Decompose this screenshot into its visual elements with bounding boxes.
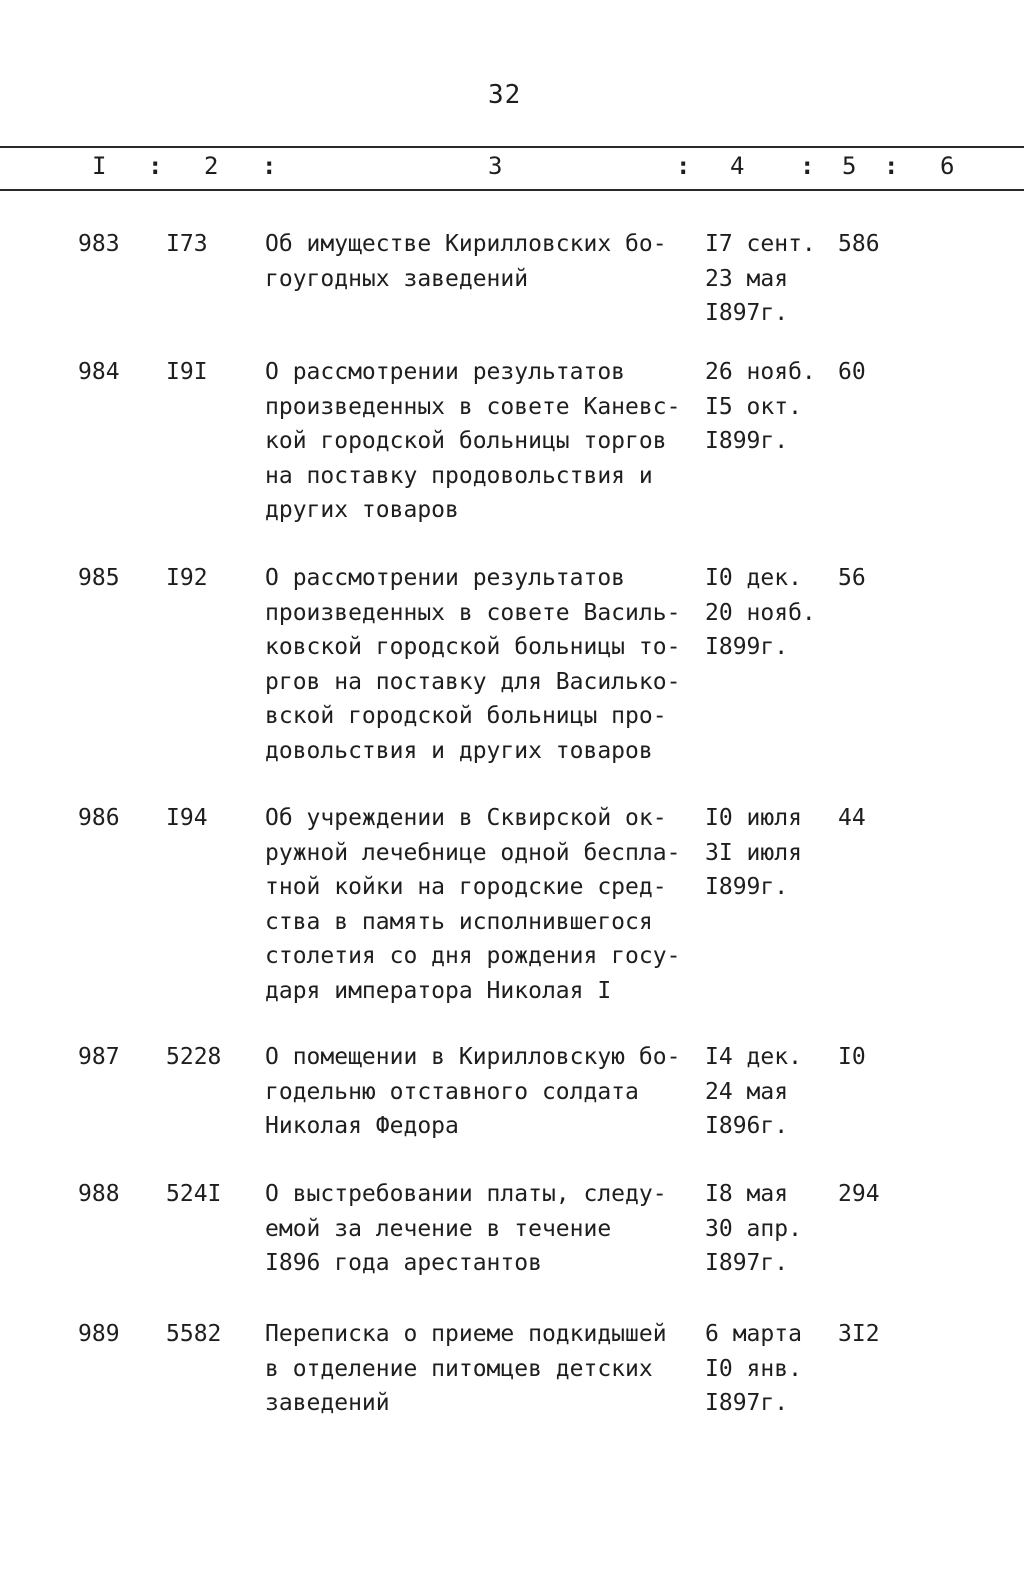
header-col-3: 3 bbox=[488, 152, 503, 180]
date-line: I0 июля bbox=[705, 805, 802, 831]
entry-code: I92 bbox=[166, 565, 208, 591]
entry-title bbox=[265, 1177, 705, 1281]
date-line: 26 нояб. bbox=[705, 359, 816, 385]
title-line: ковской городской больницы то- bbox=[265, 634, 681, 660]
title-line: Об учреждении в Сквирской ок- bbox=[265, 805, 667, 831]
date-line: 23 мая bbox=[705, 265, 789, 292]
entry-sheets: 586 bbox=[838, 231, 880, 257]
entry-code: I9I bbox=[166, 359, 208, 385]
date-line: I5 окт. bbox=[705, 393, 802, 420]
date-line: I897г. bbox=[705, 300, 789, 326]
entry-number: 989 bbox=[78, 1321, 120, 1347]
entry-number: 988 bbox=[78, 1181, 120, 1207]
title-line: даря императора Николая I bbox=[265, 977, 612, 1004]
title-line: вской городской больницы про- bbox=[265, 703, 667, 729]
entry-code: 5228 bbox=[166, 1044, 222, 1070]
date-line: I899г. bbox=[705, 874, 789, 900]
entry-code: I73 bbox=[166, 231, 208, 257]
page-number: 32 bbox=[488, 80, 522, 110]
date-line: I4 дек. bbox=[705, 1044, 802, 1070]
date-line: I899г. bbox=[705, 634, 789, 660]
header-col-6: 6 bbox=[940, 152, 955, 180]
entry-dates bbox=[705, 1177, 825, 1281]
entry-dates bbox=[705, 801, 825, 905]
title-line: гоугодных заведений bbox=[265, 265, 529, 292]
entry-code: I94 bbox=[166, 805, 208, 831]
title-line: произведенных в совете Василь- bbox=[265, 599, 681, 626]
title-line: тной койки на городские сред- bbox=[265, 874, 667, 900]
entry-number: 986 bbox=[78, 805, 120, 831]
title-line: годельню отставного солдата bbox=[265, 1078, 639, 1105]
title-line: Николая Федорa bbox=[265, 1113, 459, 1139]
title-line: О выстребовании платы, следу- bbox=[265, 1181, 667, 1207]
table-header bbox=[0, 150, 1024, 186]
entry-title bbox=[265, 227, 705, 296]
title-line: на поставку продовольствия и bbox=[265, 462, 653, 489]
header-separator: : bbox=[262, 152, 277, 180]
entry-sheets: 3I2 bbox=[838, 1321, 880, 1347]
date-line: I897г. bbox=[705, 1390, 789, 1416]
title-line: Об имуществе Кирилловских бо- bbox=[265, 231, 667, 257]
title-line: кой городской больницы торгов bbox=[265, 428, 667, 454]
title-line: ргов на поставку для Василько- bbox=[265, 668, 681, 695]
header-separator: : bbox=[800, 152, 815, 180]
date-line: 20 нояб. bbox=[705, 599, 816, 626]
date-line: I0 дек. bbox=[705, 565, 802, 591]
header-col-5: 5 bbox=[842, 152, 857, 180]
entry-code: 524I bbox=[166, 1181, 222, 1207]
date-line: I897г. bbox=[705, 1250, 789, 1276]
date-line: I899г. bbox=[705, 428, 789, 454]
title-line: произведенных в совете Каневс- bbox=[265, 393, 681, 420]
entry-dates bbox=[705, 561, 825, 665]
date-line: I7 сент. bbox=[705, 231, 816, 257]
header-separator: : bbox=[676, 152, 691, 180]
header-col-2: 2 bbox=[204, 152, 219, 180]
entry-title bbox=[265, 801, 705, 1008]
entry-code: 5582 bbox=[166, 1321, 222, 1347]
title-line: ства в память исполнившегося bbox=[265, 908, 653, 935]
entry-title bbox=[265, 1040, 705, 1144]
date-line: 24 мая bbox=[705, 1078, 789, 1105]
date-line: I8 мая bbox=[705, 1181, 789, 1207]
entry-sheets: 294 bbox=[838, 1181, 880, 1207]
entry-sheets: 60 bbox=[838, 359, 866, 385]
title-line: О помещении в Кирилловскую бо- bbox=[265, 1044, 681, 1070]
date-line: I896г. bbox=[705, 1113, 789, 1139]
title-line: О рассмотрении результатов bbox=[265, 359, 626, 385]
title-line: ружной лечебнице одной беспла- bbox=[265, 839, 681, 866]
entry-number: 987 bbox=[78, 1044, 120, 1070]
title-line: О рассмотрении результатов bbox=[265, 565, 626, 591]
entry-sheets: I0 bbox=[838, 1044, 866, 1070]
entry-title bbox=[265, 355, 705, 528]
title-line: других товаров bbox=[265, 497, 459, 523]
title-line: в отделение питомцев детских bbox=[265, 1355, 653, 1382]
entry-dates bbox=[705, 355, 825, 459]
header-col-4: 4 bbox=[730, 152, 745, 180]
header-col-1: I bbox=[92, 152, 107, 180]
title-line: заведений bbox=[265, 1390, 390, 1416]
title-line: емой за лечение в течение bbox=[265, 1215, 612, 1242]
entry-number: 983 bbox=[78, 231, 120, 257]
entry-number: 984 bbox=[78, 359, 120, 385]
title-line: довольствия и других товаров bbox=[265, 737, 653, 764]
header-separator: : bbox=[148, 152, 163, 180]
entry-title bbox=[265, 561, 705, 768]
table-header-rule bbox=[0, 189, 1024, 191]
header-separator: : bbox=[884, 152, 899, 180]
entry-dates bbox=[705, 1317, 825, 1421]
title-line: столетия со дня рождения госу- bbox=[265, 943, 681, 969]
title-line: Переписка о приеме подкидышей bbox=[265, 1321, 667, 1347]
entry-title bbox=[265, 1317, 705, 1421]
date-line: 30 апр. bbox=[705, 1215, 802, 1242]
table-top-rule bbox=[0, 146, 1024, 148]
date-line: 3I июля bbox=[705, 839, 802, 866]
entry-sheets: 44 bbox=[838, 805, 866, 831]
entry-dates bbox=[705, 227, 825, 331]
title-line: I896 года арестантов bbox=[265, 1250, 542, 1276]
date-line: I0 янв. bbox=[705, 1355, 802, 1382]
date-line: 6 марта bbox=[705, 1321, 802, 1347]
entry-number: 985 bbox=[78, 565, 120, 591]
entry-dates bbox=[705, 1040, 825, 1144]
entry-sheets: 56 bbox=[838, 565, 866, 591]
